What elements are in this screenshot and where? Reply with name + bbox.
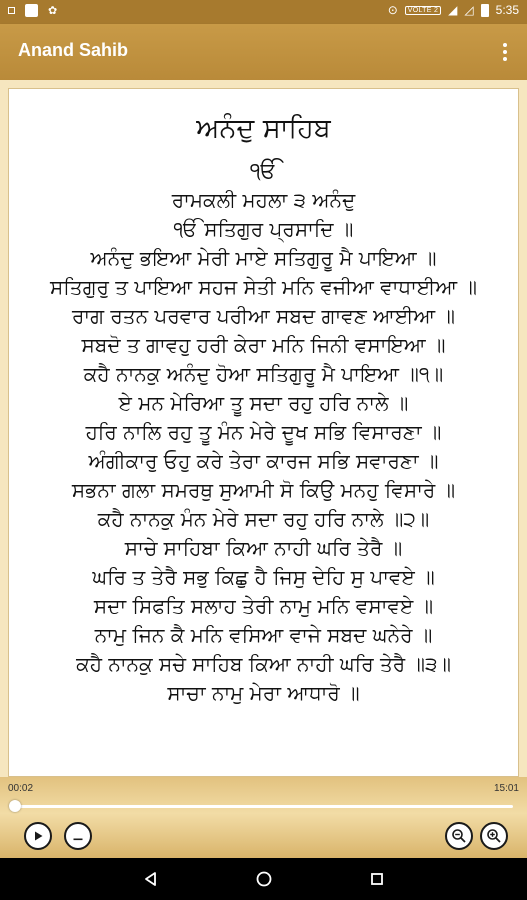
gallery-notification-icon <box>25 4 38 17</box>
verse-line: ਘਰਿ ਤ ਤੇਰੈ ਸਭੁ ਕਿਛੁ ਹੈ ਜਿਸੁ ਦੇਹਿ ਸੁ ਪਾਵਏ ॥ <box>92 565 435 589</box>
verse-line: ਅਨੰਦੁ ਭਇਆ ਮੇਰੀ ਮਾਏ ਸਤਿਗੁਰੂ ਮੈ ਪਾਇਆ ॥ <box>90 246 437 270</box>
verse-line: ਸਾਚੇ ਸਾਹਿਬਾ ਕਿਆ ਨਾਹੀ ਘਰਿ ਤੇਰੈ ॥ <box>124 536 403 560</box>
verse-line: ਅੰਗੀਕਾਰੁ ਓਹੁ ਕਰੇ ਤੇਰਾ ਕਾਰਜ ਸਭਿ ਸਵਾਰਣਾ ॥ <box>88 449 439 473</box>
app-bar <box>0 24 527 80</box>
home-button[interactable] <box>253 868 275 890</box>
back-button[interactable] <box>140 868 162 890</box>
audio-player <box>0 777 527 858</box>
verse-line: ਕਹੈ ਨਾਨਕੁ ਮੰਨ ਮੇਰੇ ਸਦਾ ਰਹੁ ਹਰਿ ਨਾਲੇ ॥੨॥ <box>97 507 430 531</box>
verse-line: ਸਭਨਾ ਗਲਾ ਸਮਰਥੁ ਸੁਆਮੀ ਸੋ ਕਿਉ ਮਨਹੁ ਵਿਸਾਰੇ ॥ <box>71 478 456 502</box>
notification-icon <box>8 7 15 14</box>
current-time: 00:02 <box>8 783 34 794</box>
total-time: 15:01 <box>493 783 519 794</box>
overflow-menu-icon[interactable] <box>497 40 513 64</box>
verse-line: ਸਤਿਗੁਰੁ ਤ ਪਾਇਆ ਸਹਜ ਸੇਤੀ ਮਨਿ ਵਜੀਆ ਵਾਧਾਈਆ ॥ <box>50 275 477 299</box>
verse-line: ਸਦਾ ਸਿਫਤਿ ਸਲਾਹ ਤੇਰੀ ਨਾਮੁ ਮਨਿ ਵਸਾਵਏ ॥ <box>93 594 434 618</box>
vibrate-icon: ⊙ <box>387 3 398 17</box>
seek-bar[interactable] <box>14 805 513 808</box>
verse-line: ਸਬਦੋ ਤ ਗਾਵਹੁ ਹਰੀ ਕੇਰਾ ਮਨਿ ਜਿਨੀ ਵਸਾਇਆ ॥ <box>81 333 446 357</box>
navigation-bar <box>0 858 527 900</box>
verse-line: ਰਾਮਕਲੀ ਮਹਲਾ ੩ ਅਨੰਦੁ <box>171 188 356 212</box>
battery-icon <box>481 4 489 17</box>
page-heading: ਅਨੰਦੁ ਸਾਹਿਬ <box>196 113 331 144</box>
android-icon: ✿ <box>48 4 58 17</box>
play-button[interactable] <box>24 822 52 850</box>
network-badge: VOLTE 2 <box>405 6 441 15</box>
home-icon <box>255 870 273 888</box>
recents-button[interactable] <box>366 868 388 890</box>
minimize-button[interactable] <box>64 822 92 850</box>
recents-icon <box>369 871 385 887</box>
zoom-in-button[interactable] <box>480 822 508 850</box>
signal-icon: ◢ <box>448 3 458 17</box>
verse-line: ਸਾਚਾ ਨਾਮੁ ਮੇਰਾ ਆਧਾਰੋ ॥ <box>167 681 360 705</box>
verse-line: ਨਾਮੁ ਜਿਨ ਕੈ ਮਨਿ ਵਸਿਆ ਵਾਜੇ ਸਬਦ ਘਨੇਰੇ ॥ <box>94 623 433 647</box>
verse-line: ੴ <box>250 159 277 184</box>
signal-off-icon: ◿ <box>464 3 474 17</box>
app-title: Anand Sahib <box>18 40 129 60</box>
verse-line: ਰਾਗ ਰਤਨ ਪਰਵਾਰ ਪਰੀਆ ਸਬਦ ਗਾਵਣ ਆਈਆ ॥ <box>71 304 456 328</box>
status-bar <box>0 0 527 24</box>
zoom-out-icon <box>451 828 467 844</box>
minus-icon <box>72 830 84 842</box>
verse-line: ੴ ਸਤਿਗੁਰ ਪ੍ਰਸਾਦਿ ॥ <box>173 217 354 241</box>
content-area <box>0 80 527 777</box>
zoom-out-button[interactable] <box>445 822 473 850</box>
verse-line: ਕਹੈ ਨਾਨਕੁ ਅਨੰਦੁ ਹੋਆ ਸਤਿਗੁਰੂ ਮੈ ਪਾਇਆ ॥੧॥ <box>83 362 444 386</box>
verse-list <box>9 157 518 708</box>
verse-line: ਹਰਿ ਨਾਲਿ ਰਹੁ ਤੂ ਮੰਨ ਮੇਰੇ ਦੂਖ ਸਭਿ ਵਿਸਾਰਣਾ ॥ <box>85 420 442 444</box>
seek-thumb[interactable] <box>9 800 21 812</box>
back-icon <box>143 871 159 887</box>
verse-line: ਏ ਮਨ ਮੇਰਿਆ ਤੂ ਸਦਾ ਰਹੁ ਹਰਿ ਨਾਲੇ ॥ <box>118 391 409 415</box>
play-icon <box>32 830 44 842</box>
scripture-page[interactable] <box>8 88 519 777</box>
status-time: 5:35 <box>495 3 519 17</box>
verse-line: ਕਹੈ ਨਾਨਕੁ ਸਚੇ ਸਾਹਿਬ ਕਿਆ ਨਾਹੀ ਘਰਿ ਤੇਰੈ ॥੩॥ <box>76 652 451 676</box>
zoom-in-icon <box>486 828 502 844</box>
